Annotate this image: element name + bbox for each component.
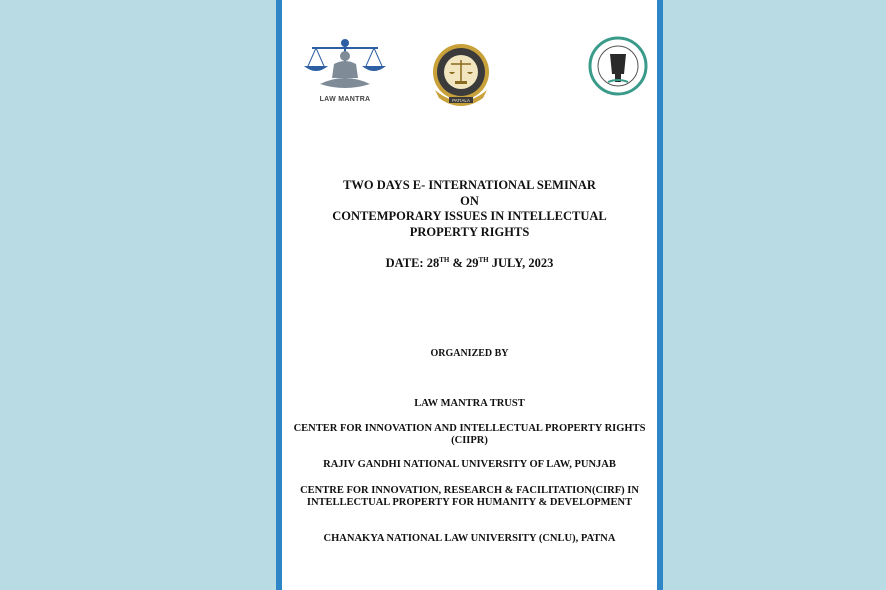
organizer-ciipr: CENTER FOR INNOVATION AND INTELLECTUAL PROPERTY RIGHTS (CIIPR) — [293, 423, 646, 446]
university-seal-icon — [427, 40, 495, 108]
organized-by-heading: ORGANIZED BY — [430, 348, 509, 359]
seminar-date — [282, 256, 657, 271]
organizer-cnlu: CHANAKYA NATIONAL LAW UNIVERSITY (CNLU), PATNA — [323, 533, 616, 544]
rgnul-caption: PATIALA — [452, 98, 470, 103]
law-mantra-caption: LAW MANTRA — [319, 96, 371, 103]
rgnul-seal-logo — [427, 40, 495, 108]
cnlu-seal-logo — [588, 36, 648, 96]
organizer-cirf: CENTRE FOR INNOVATION, RESEARCH & FACILITATION(CIRF) IN INTELLECTUAL PROPERTY FOR HUMANITY & DEVELOPMENT — [300, 485, 639, 508]
document-page — [282, 0, 657, 590]
date-prefix: DATE: 28 — [385, 256, 440, 271]
organizer-rgnul: RAJIV GANDHI NATIONAL UNIVERSITY OF LAW, PUNJAB — [323, 459, 616, 470]
title-line-1: TWO DAYS E- INTERNATIONAL SEMINAR — [343, 178, 596, 192]
date-mid: & 29 — [449, 256, 479, 271]
date-suffix-1: TH — [439, 256, 450, 264]
title-line-3: CONTEMPORARY ISSUES IN INTELLECTUAL — [332, 209, 607, 223]
title-line-4: PROPERTY RIGHTS — [409, 224, 530, 239]
title-line-2: ON — [460, 193, 479, 208]
law-mantra-logo — [298, 34, 392, 110]
document-frame — [276, 0, 663, 590]
seminar-title — [302, 178, 637, 240]
date-end: JULY, 2023 — [488, 256, 554, 271]
organizer-law-mantra-trust: LAW MANTRA TRUST — [414, 398, 525, 409]
cnlu-emblem-icon — [588, 36, 648, 96]
date-suffix-2: TH — [478, 256, 489, 264]
law-mantra-emblem-icon — [298, 34, 392, 94]
